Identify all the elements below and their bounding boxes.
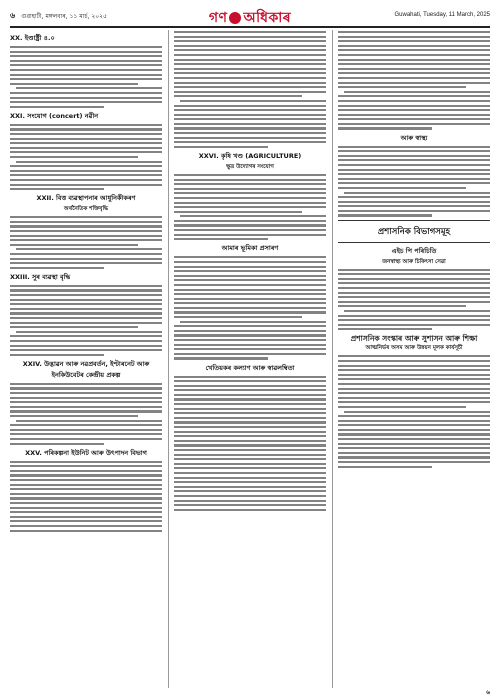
section-divider — [338, 220, 490, 221]
logo-left-text: গণ — [208, 10, 228, 26]
body-text — [174, 31, 326, 148]
body-text — [10, 216, 162, 269]
logo-dot-icon — [229, 12, 241, 24]
body-text — [338, 146, 490, 217]
section-heading: XXII. বিত্ত ব্যৱস্থাপনাৰ আধুনিকীকৰণ — [36, 194, 136, 203]
section-subtitle: আত্মনিৰ্ভৰ অসম আৰু উন্নয়ন মূলক কাৰ্যসূচী — [365, 345, 463, 352]
body-text — [10, 461, 162, 532]
masthead-logo — [10, 6, 490, 30]
section-heading: XXIII. সুৰ ব্যৱস্থা বৃদ্ধি — [10, 272, 71, 281]
body-text — [174, 376, 326, 511]
column-3 — [332, 30, 490, 688]
section-divider — [338, 242, 490, 243]
body-text — [338, 269, 490, 331]
masthead-date-english: Guwahati, Tuesday, 11 March, 2025 — [394, 12, 490, 18]
column-1 — [10, 30, 162, 688]
newspaper-logo — [209, 6, 291, 30]
body-text — [338, 355, 490, 467]
section-heading: XXIV. উদ্ভাৱন আৰু নৱপ্ৰবৰ্তন, ইণ্টাৰনেট আৰু ইনকিউবেটৰ কেন্দ্ৰীয় প্ৰকল্প — [22, 359, 150, 379]
body-text — [10, 285, 162, 356]
body-text — [10, 46, 162, 108]
section-heading: XX. ইণ্ডাষ্ট্ৰী ৪.০ — [10, 34, 55, 42]
body-text — [338, 31, 490, 130]
section-heading: প্ৰশাসনিক সংস্কাৰ আৰু সুশাসন আৰু শিক্ষা — [350, 334, 478, 344]
section-heading: প্ৰশাসনিক বিভাগসমূহ — [377, 226, 451, 237]
article-columns — [10, 30, 490, 688]
section-subtitle: ক্ষুদ্ৰ উদ্যোগৰ সংযোগ — [226, 163, 274, 170]
section-subtitle: অৰ্থনৈতিক শক্তিবৃদ্ধি — [63, 206, 109, 213]
masthead-date-bengali: গুৱাহাটী, মঙ্গলবাৰ, ১১ মাৰ্চ, ২০২৫ — [21, 13, 107, 20]
body-text — [174, 174, 326, 240]
column-2 — [168, 30, 326, 688]
section-heading: এইচ পি পৰিচিতি — [391, 246, 437, 255]
section-subtitle: জনস্বাস্থ্য আৰু চিকিৎসা সেৱা — [382, 258, 446, 265]
masthead — [10, 6, 490, 28]
section-heading: আমাৰ ভূমিকা প্ৰসাৰণ — [221, 244, 279, 253]
section-heading: আৰু স্বাস্থ্য — [400, 133, 428, 142]
section-heading: XXI. সংযোগ (concert) নৱীন — [10, 111, 99, 120]
body-text — [174, 256, 326, 359]
section-heading: XXV. পৰিকল্পনা ইউনিট আৰু উৎপাদন বিভাগ — [25, 448, 147, 457]
section-heading: খেতিয়কৰ কল্যাণ আৰু স্বাৱলম্বিতা — [205, 363, 295, 372]
page-number: ৬ — [10, 10, 16, 20]
body-text — [10, 383, 162, 445]
body-text — [10, 124, 162, 190]
section-heading: XXVI. কৃষি খণ্ড (AGRICULTURE) — [198, 151, 302, 160]
logo-right-text: অধিকাৰ — [243, 10, 292, 26]
page-footer-number: ৬ — [486, 689, 490, 696]
